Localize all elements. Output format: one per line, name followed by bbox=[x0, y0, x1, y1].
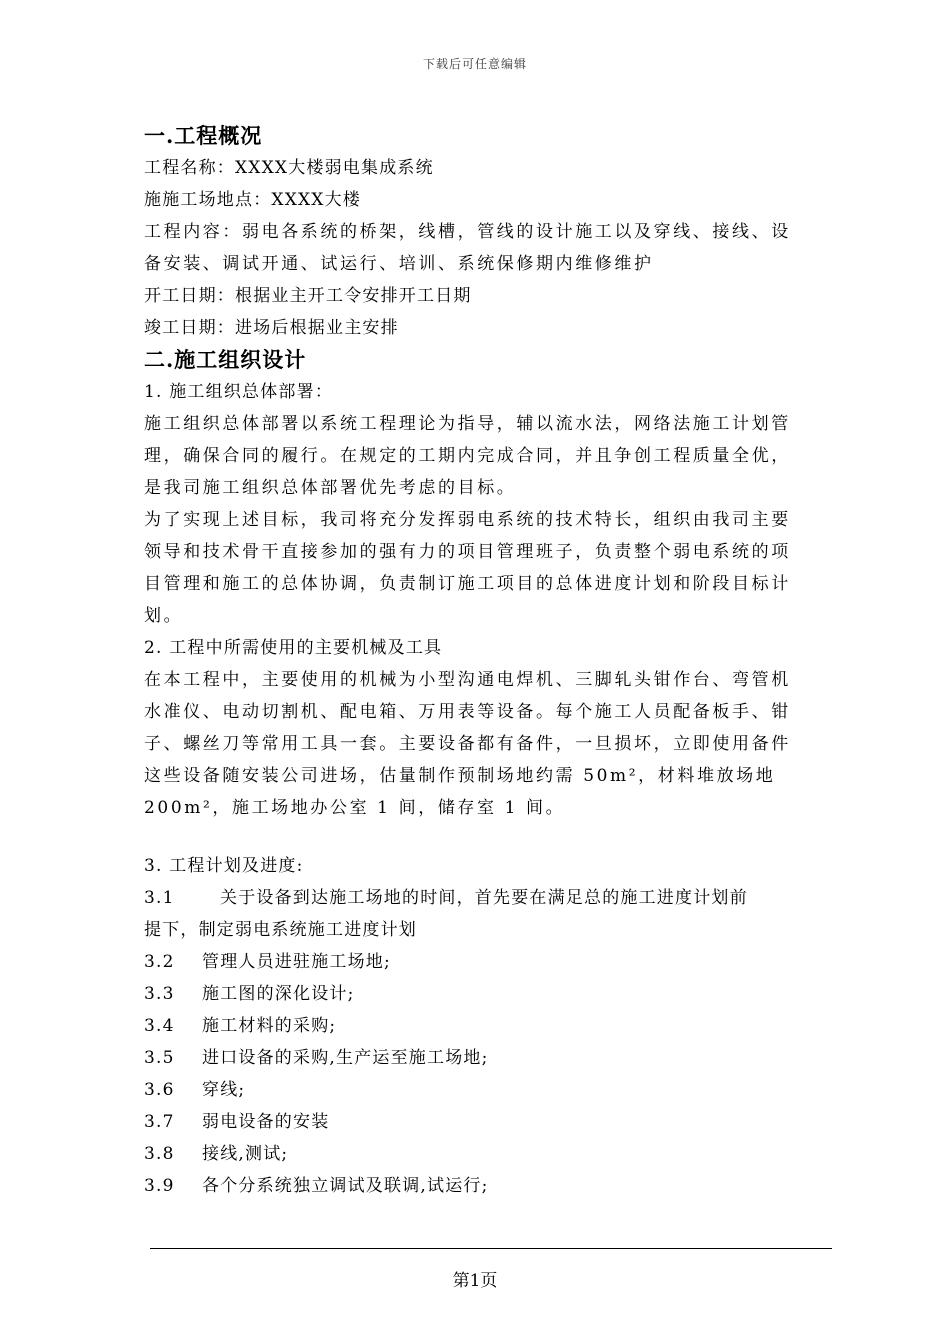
project-name: 工程名称：XXXX大楼弱电集成系统 bbox=[144, 158, 434, 178]
list-text: 接线,测试; bbox=[202, 1144, 289, 1164]
start-date: 开工日期：根据业主开工令安排开工日期 bbox=[144, 286, 472, 306]
paragraph-line: 在本工程中，主要使用的机械为小型沟通电焊机、三脚轧头钳作台、弯管机 bbox=[144, 670, 791, 690]
list-text: 弱电设备的安装 bbox=[202, 1112, 330, 1132]
list-number: 3.9 bbox=[144, 1176, 175, 1196]
paragraph-line: 子、螺丝刀等常用工具一套。主要设备都有备件，一旦损坏，立即使用备件 bbox=[144, 734, 791, 754]
list-item bbox=[144, 1074, 844, 1106]
schedule-list bbox=[144, 882, 844, 1202]
list-number: 3.8 bbox=[144, 1144, 175, 1164]
paragraph-line: 这些设备随安装公司进场，估量制作预制场地约需 50m²，材料堆放场地 bbox=[144, 766, 776, 786]
list-item bbox=[144, 1106, 844, 1138]
paragraph-line: 备安装、调试开通、试运行、培训、系统保修期内维修维护 bbox=[144, 254, 654, 274]
list-text: 进口设备的采购,生产运至施工场地; bbox=[202, 1048, 489, 1068]
list-item bbox=[144, 882, 844, 914]
item3-title: 3. 工程计划及进度: bbox=[144, 856, 304, 876]
finish-date: 竣工日期：进场后根据业主安排 bbox=[144, 318, 399, 338]
list-text: 各个分系统独立调试及联调,试运行; bbox=[202, 1176, 489, 1196]
paragraph-line: 是我司施工组织总体部署优先考虑的目标。 bbox=[144, 478, 517, 498]
list-text: 关于设备到达施工场地的时间，首先要在满足总的施工进度计划前 bbox=[220, 888, 748, 908]
list-number: 3.5 bbox=[144, 1048, 175, 1068]
list-number: 3.2 bbox=[144, 952, 175, 972]
paragraph-line: 划。 bbox=[144, 606, 184, 626]
list-number: 3.6 bbox=[144, 1080, 175, 1100]
paragraph-line: 施工组织总体部署以系统工程理论为指导，辅以流水法，网络法施工计划管 bbox=[144, 414, 791, 434]
list-text: 施工材料的采购; bbox=[202, 1016, 337, 1036]
paragraph-line: 工程内容：弱电各系统的桥架，线槽，管线的设计施工以及穿线、接线、设 bbox=[144, 222, 791, 242]
list-number: 3.4 bbox=[144, 1016, 175, 1036]
list-number: 3.7 bbox=[144, 1112, 175, 1132]
paragraph-line: 领导和技术骨干直接参加的强有力的项目管理班子，负责整个弱电系统的项 bbox=[144, 542, 791, 562]
paragraph-line: 目管理和施工的总体协调，负责制订施工项目的总体进度计划和阶段目标计 bbox=[144, 574, 791, 594]
list-text: 提下，制定弱电系统施工进度计划 bbox=[144, 920, 417, 940]
list-text: 管理人员进驻施工场地; bbox=[202, 952, 391, 972]
paragraph-line: 为了实现上述目标，我司将充分发挥弱电系统的技术特长，组织由我司主要 bbox=[144, 510, 791, 530]
section-heading-design: 二.施工组织设计 bbox=[144, 347, 307, 372]
list-item bbox=[144, 1138, 844, 1170]
list-item bbox=[144, 978, 844, 1010]
paragraph-line: 理，确保合同的履行。在规定的工期内完成合同，并且争创工程质量全优， bbox=[144, 446, 791, 466]
list-number: 3.1 bbox=[144, 888, 175, 908]
item2-paragraph bbox=[144, 664, 844, 824]
page-number: 第1页 bbox=[452, 1271, 498, 1291]
header-note: 下载后可任意编辑 bbox=[422, 57, 527, 71]
list-text: 穿线; bbox=[202, 1080, 246, 1100]
paragraph-line: 水准仪、电动切割机、配电箱、万用表等设备。每个施工人员配备板手、钳 bbox=[144, 702, 791, 722]
list-item bbox=[144, 946, 844, 978]
item1-paragraph-1 bbox=[144, 408, 844, 504]
list-item bbox=[144, 1042, 844, 1074]
blank-line bbox=[144, 824, 844, 850]
footer-divider bbox=[150, 1248, 832, 1249]
document-body bbox=[144, 120, 844, 1202]
project-content bbox=[144, 216, 844, 280]
item1-title: 1. 施工组织总体部署： bbox=[144, 382, 334, 402]
list-number: 3.3 bbox=[144, 984, 175, 1004]
project-site: 施施工场地点：XXXX大楼 bbox=[144, 190, 362, 210]
list-item bbox=[144, 1010, 844, 1042]
item1-paragraph-2 bbox=[144, 504, 844, 632]
item2-title: 2. 工程中所需使用的主要机械及工具 bbox=[144, 638, 443, 658]
list-item bbox=[144, 914, 844, 946]
list-item bbox=[144, 1170, 844, 1202]
section-heading-overview: 一.工程概况 bbox=[144, 123, 263, 148]
list-text: 施工图的深化设计; bbox=[202, 984, 355, 1004]
paragraph-line: 200m²，施工场地办公室 1 间，储存室 1 间。 bbox=[144, 798, 566, 818]
